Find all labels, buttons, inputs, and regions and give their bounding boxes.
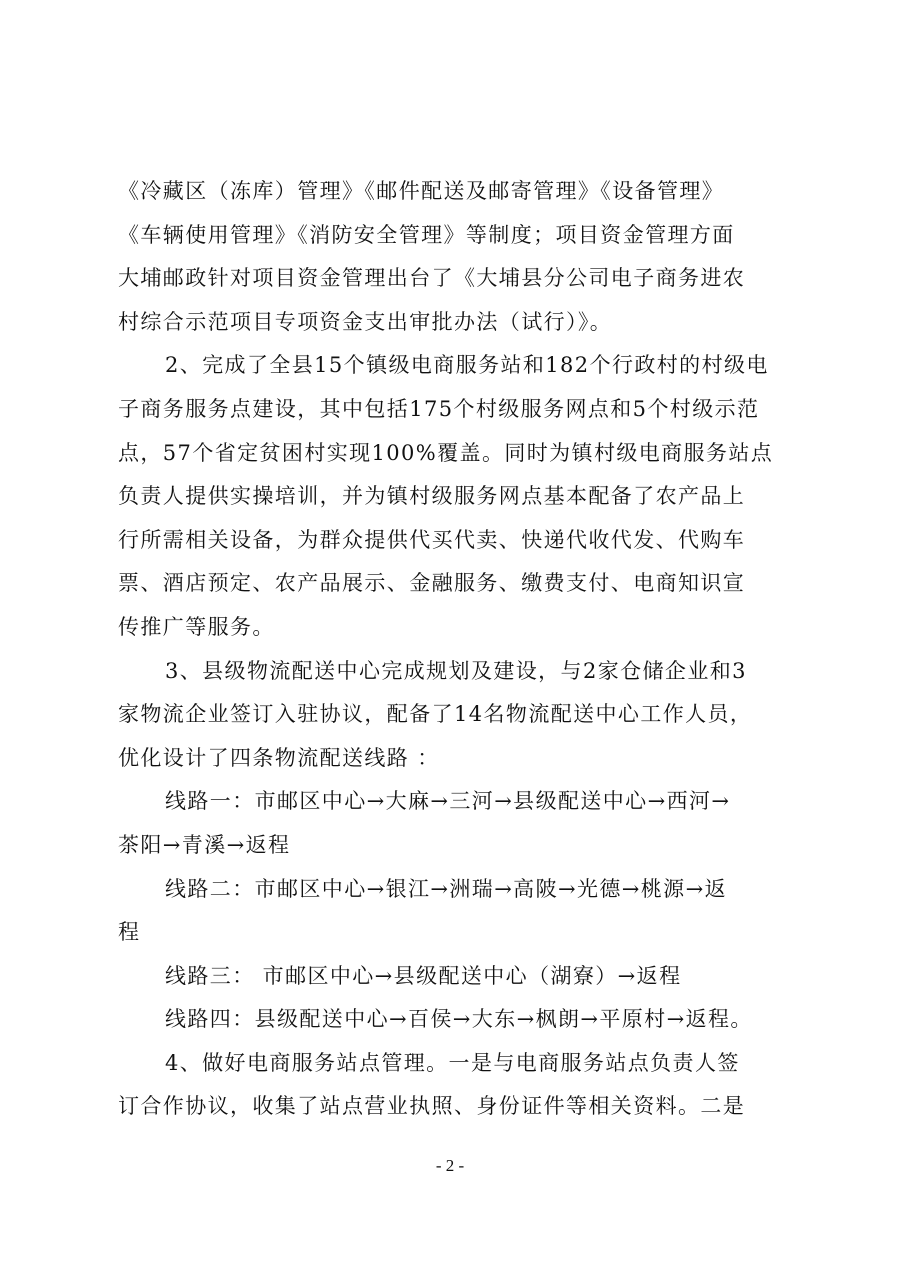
text-line: 点，57个省定贫困村实现100%覆盖。同时为镇村级电商服务站点 <box>118 440 774 465</box>
text-line: 负责人提供实操培训，并为镇村级服务网点基本配备了农产品上 <box>118 484 746 509</box>
text-line: 传推广等服务。 <box>118 614 275 639</box>
text-line: 线路四：县级配送中心→百侯→大东→枫朗→平原村→返程。 <box>165 1007 753 1032</box>
text-line: 优化设计了四条物流配送线路 ： <box>118 745 440 770</box>
text-line: 3、县级物流配送中心完成规划及建设，与2家仓储企业和3 <box>165 658 747 683</box>
text-line: 2、完成了全县15个镇级电商服务站和182个行政村的村级电 <box>165 353 769 378</box>
text-line: 茶阳→青溪→返程 <box>118 832 291 857</box>
text-line: 程 <box>118 920 141 945</box>
text-line: 票、酒店预定、农产品展示、金融服务、缴费支付、电商知识宣 <box>118 571 746 596</box>
text-line: 4、做好电商服务站点管理。一是与电商服务站点负责人签 <box>165 1050 740 1075</box>
text-line: 《冷藏区（冻库）管理》《邮件配送及邮寄管理》《设备管理》 <box>118 179 725 203</box>
text-line: 订合作协议，收集了站点营业执照、身份证件等相关资料。二是 <box>118 1094 746 1119</box>
text-line: 行所需相关设备，为群众提供代买代卖、快递代收代发、代购车 <box>118 527 746 552</box>
text-line: 《车辆使用管理》《消防安全管理》等制度；项目资金管理方面 <box>118 222 735 247</box>
text-line: 家物流企业签订入驻协议，配备了14名物流配送中心工作人员， <box>118 702 753 727</box>
text-line: 线路二：市邮区中心→银江→洲瑞→高陂→光德→桃源→返 <box>165 876 727 901</box>
text-line: 村综合示范项目专项资金支出审批办法（试行）》。 <box>118 309 613 334</box>
text-line: 线路三： 市邮区中心→县级配送中心（湖寮）→返程 <box>165 963 682 988</box>
text-line: 子商务服务点建设，其中包括175个村级服务网点和5个村级示范 <box>118 396 760 421</box>
body-text <box>118 170 818 1129</box>
text-line: 线路一：市邮区中心→大麻→三河→县级配送中心→西河→ <box>165 789 731 814</box>
text-line: 大埔邮政针对项目资金管理出台了《大埔县分公司电子商务进农 <box>118 266 746 291</box>
page-number: - 2 - <box>435 1156 465 1175</box>
